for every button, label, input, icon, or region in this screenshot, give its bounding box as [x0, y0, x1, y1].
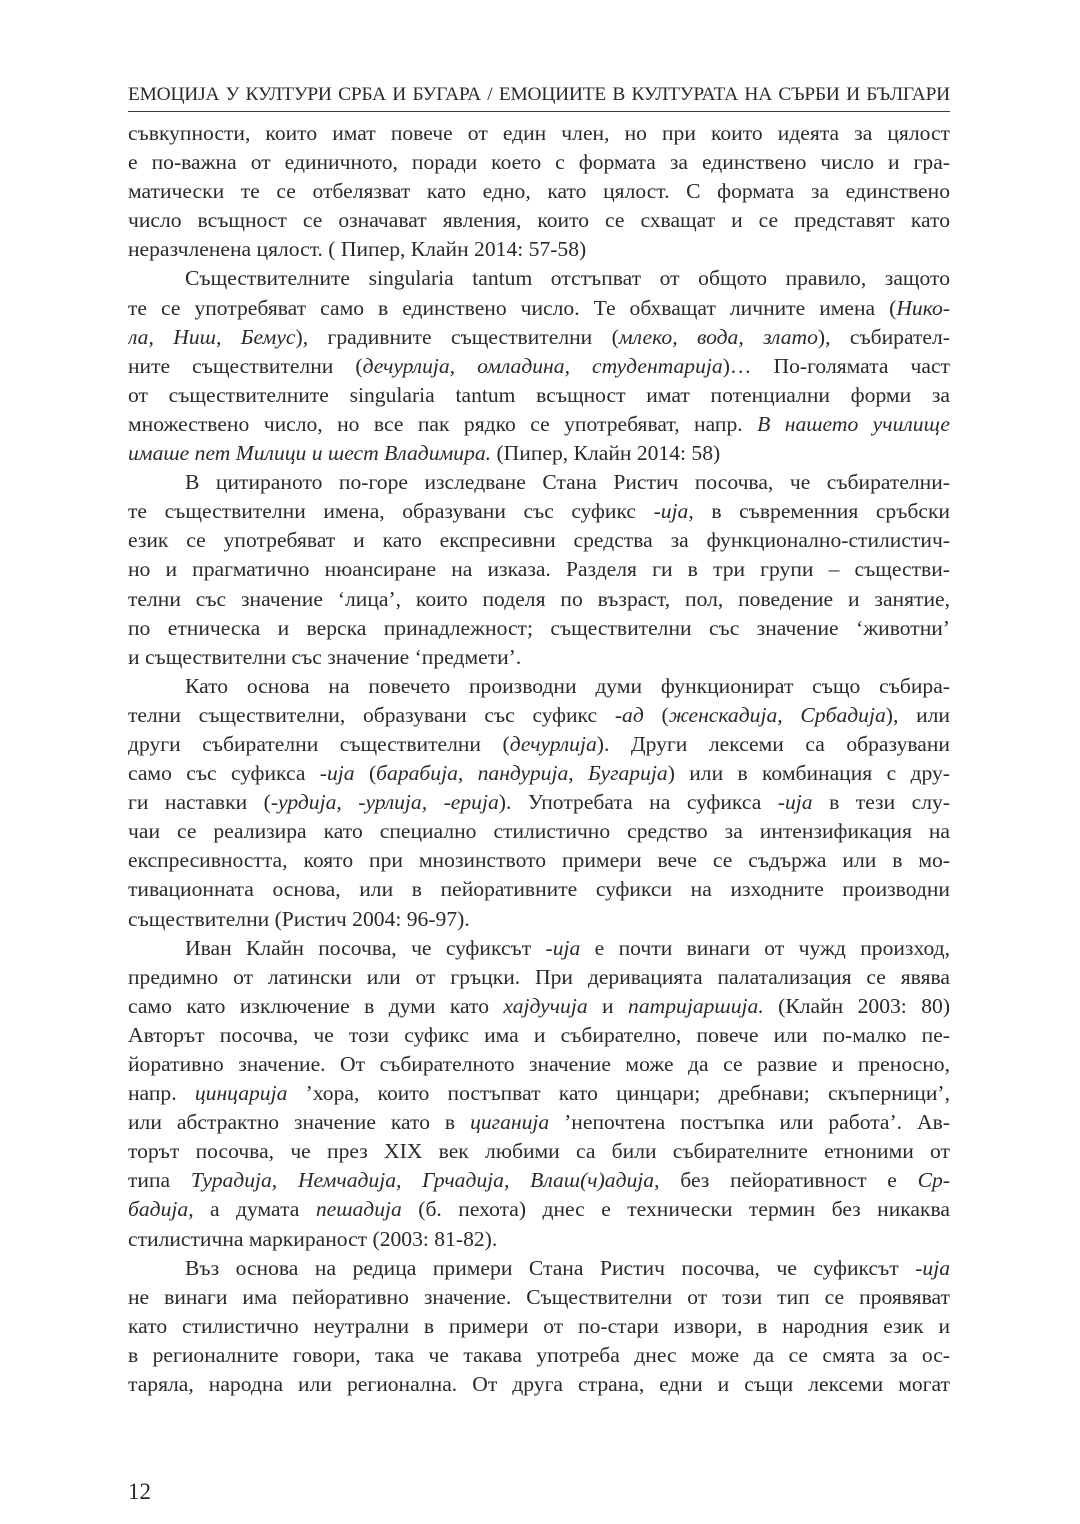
- text-line: или абстрактно значение като в циганија ’непочтена постъпка или работа’. Ав-: [128, 1110, 950, 1135]
- text-line: език се употребяват и като експресивни средства за функционално-стилистич-: [128, 528, 950, 553]
- text-line: торът посочва, че през XIX век любими са били събирателните етноними от: [128, 1139, 950, 1164]
- header-divider: [128, 111, 950, 112]
- text-line: стилистична маркираност (2003: 81-82).: [128, 1226, 498, 1251]
- text-line: само като изключение в думи като хајдучија и патријаршија. (Клайн 2003: 80): [128, 993, 950, 1018]
- text-line: чаи се реализира като специално стилистично средство за интензификация на: [128, 819, 950, 844]
- text-line: телни съществителни, образувани със суфикс -ад (женскадија, Србадија), или: [128, 702, 950, 727]
- text-line: те съществителни имена, образувани със суфикс -ија, в съвременния сръбски: [128, 499, 950, 524]
- text-line: Съществителните singularia tantum отстъпват от общото правило, защото: [185, 266, 950, 291]
- text-line: и съществителни със значение ‘предмети’.: [128, 644, 522, 669]
- text-line: телни със значение ‘лица’, които поделя по възраст, пол, поведение и занятие,: [128, 586, 950, 611]
- text-line: число всъщност се означават явления, които се схващат и се представят като: [128, 208, 950, 233]
- text-line: те се употребяват само в единствено число. Те обхващат личните имена (Нико-: [128, 295, 950, 320]
- paragraph: [128, 672, 950, 934]
- text-line: йоративно значение. От събирателното значение може да се развие и преносно,: [128, 1052, 950, 1076]
- text-line: само със суфикса -ија (барабија, пандурија, Бугарија) или в комбинация с дру-: [128, 761, 950, 786]
- text-line: тивационната основа, или в пейоративните суфикси на изходните производни: [128, 877, 950, 902]
- text-line: съвкупности, които имат повече от един член, но при които идеята за цялост: [128, 121, 950, 145]
- text-line: ните съществителни (дечурлија, омладина, студентарија)… По-голямата част: [128, 353, 950, 378]
- text-line: Като основа на повечето производни думи функционират също събира-: [185, 673, 950, 698]
- paragraph: [128, 119, 950, 264]
- text-line: напр. цинцарија ’хора, които постъпват като цинцари; дребнави; скъперници’,: [128, 1081, 950, 1106]
- paragraph: [128, 468, 950, 672]
- text-line: имаше пет Милици и шест Владимира. (Пипер, Клайн 2014: 58): [128, 441, 721, 466]
- running-header: ЕМОЦИЈА У КУЛТУРИ СРБА И БУГАРА / ЕМОЦИИТЕ В КУЛТУРАТА НА СЪРБИ И БЪЛГАРИ: [128, 84, 950, 105]
- text-line: други събирателни съществителни (дечурлија). Други лексеми са образувани: [128, 731, 950, 756]
- text-line: в регионалните говори, така че такава употреба днес може да се смята за ос-: [128, 1342, 950, 1367]
- text-line: ги наставки (-урдија, -урлија, -ерија). Употребата на суфикса -ија в тези слу-: [128, 790, 950, 815]
- text-line: неразчленена цялост. ( Пипер, Клайн 2014: 57-58): [128, 237, 587, 262]
- text-line: Въз основа на редица примери Стана Ристич посочва, че суфиксът -ија: [185, 1255, 950, 1280]
- text-line: като стилистично неутрални в примери от по-стари извори, в народния език и: [128, 1313, 950, 1338]
- text-line: не винаги има пейоративно значение. Съществителни от този тип се проявяват: [128, 1284, 950, 1309]
- page-number: 12: [128, 1479, 151, 1504]
- text-line: В цитираното по-горе изследване Стана Ристич посочва, че събирателни-: [185, 470, 950, 495]
- paragraph: [128, 934, 950, 1254]
- text-line: предимно от латински или от гръцки. При деривацията палатализация се явява: [128, 964, 950, 989]
- text-line: съществителни (Ристич 2004: 96-97).: [128, 906, 470, 931]
- text-line: типа Турадија, Немчадија, Грчадија, Влаш(ч)адија, без пейоративност е Ср-: [128, 1168, 950, 1193]
- text-line: Авторът посочва, че този суфикс има и събирателно, повече или по-малко пе-: [128, 1022, 950, 1047]
- text-line: от съществителните singularia tantum всъщност имат потенциални форми за: [128, 382, 950, 407]
- text-line: по етническа и верска принадлежност; съществителни със значение ‘животни’: [128, 615, 950, 640]
- text-line: е по-важна от единичното, поради което с формата за единствено число и гра-: [128, 150, 950, 175]
- text-line: Иван Клайн посочва, че суфиксът -ија е почти винаги от чужд произход,: [185, 935, 950, 960]
- text-line: но и прагматично нюансиране на изказа. Разделя ги в три групи – съществи-: [128, 557, 950, 582]
- text-line: ла, Ниш, Бемус), градивните съществителни (млеко, вода, злато), събирател-: [128, 324, 950, 349]
- text-line: множествено число, но все пак рядко се употребяват, напр. В нашето училище: [128, 411, 950, 436]
- body-text: [128, 119, 950, 1399]
- text-line: бадија, а думата пешадија (б. пехота) днес е технически термин без никаква: [128, 1197, 950, 1222]
- text-line: експресивността, която при мнозинството примери вече се съдържа или в мо-: [128, 848, 950, 873]
- paragraph: [128, 264, 950, 468]
- paragraph: [128, 1254, 950, 1399]
- text-line: матически те се отбелязват като едно, като цялост. С формата за единствено: [128, 179, 950, 204]
- text-line: таряла, народна или регионална. От друга страна, едни и същи лексеми могат: [128, 1372, 950, 1397]
